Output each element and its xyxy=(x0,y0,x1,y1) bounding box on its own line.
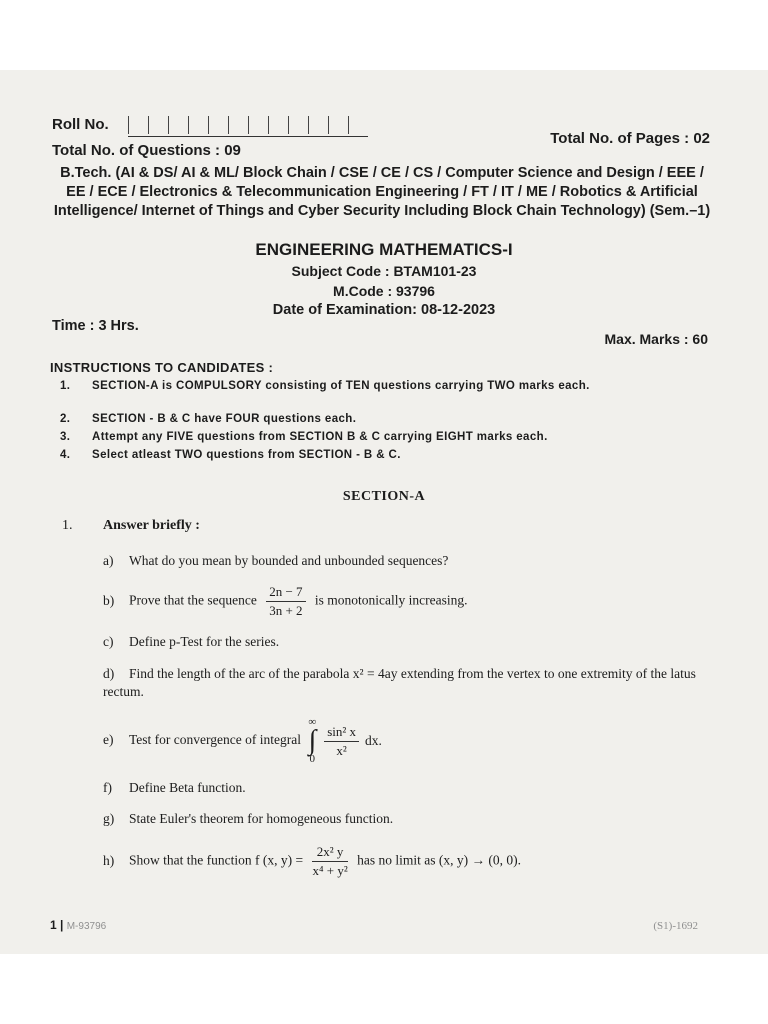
total-pages: Total No. of Pages : 02 xyxy=(550,130,710,147)
question-part-h xyxy=(103,843,713,880)
part-text: Define Beta function. xyxy=(129,780,246,795)
instruction-item xyxy=(60,449,710,462)
part-label: e) xyxy=(103,732,114,748)
part-text: Find the length of the arc of the parabola x² = 4ay extending from the vertex to one extremity of the latus rectum. xyxy=(103,666,696,699)
question-part-f xyxy=(103,779,713,797)
part-text-end: has no limit as (x, y) → (0, 0). xyxy=(357,852,521,868)
m-code: M.Code : 93796 xyxy=(333,283,435,299)
page-footer-left xyxy=(50,918,106,932)
fraction-numerator: sin² x xyxy=(324,723,359,742)
fraction xyxy=(324,723,359,760)
instruction-item xyxy=(60,380,710,393)
part-label: d) xyxy=(103,666,115,681)
max-marks: Max. Marks : 60 xyxy=(604,331,708,347)
question-lead: Answer briefly : xyxy=(103,518,200,533)
section-a-title: SECTION-A xyxy=(342,489,426,504)
fraction-numerator: 2n − 7 xyxy=(266,583,305,602)
footer-code-right: (S1)-1692 xyxy=(653,920,698,932)
part-label: c) xyxy=(103,634,114,649)
fraction xyxy=(266,583,305,620)
part-label: f) xyxy=(103,780,112,795)
integral-sign: ∞ ∫ 0 xyxy=(308,716,317,765)
subject-title: ENGINEERING MATHEMATICS-I xyxy=(255,240,513,259)
exam-date: Date of Examination: 08-12-2023 xyxy=(272,302,496,318)
fraction xyxy=(312,843,347,880)
part-text: Test for convergence of integral xyxy=(129,732,301,748)
fraction-denominator: 3n + 2 xyxy=(269,603,303,618)
program-list: B.Tech. (AI & DS/ AI & ML/ Block Chain / CSE / CE / CS / Computer Science and Design / EEE / EE / ECE / Electronics & Telecommunication Engineering / FT / IT / ME / Robotics & Artificial Intelligence/ Internet of Things and Cyber Security Including Block Chain Technology) (Sem.–1) xyxy=(53,165,711,219)
fraction-numerator: 2x² y xyxy=(312,843,347,862)
instruction-text: Select atleast TWO questions from SECTION - B & C. xyxy=(92,449,401,461)
total-questions: Total No. of Questions : 09 xyxy=(52,142,241,159)
question-part-c xyxy=(103,633,713,651)
question-part-b xyxy=(103,583,713,620)
part-label: b) xyxy=(103,592,115,608)
integral-lower-limit: 0 xyxy=(309,753,316,765)
question-part-e xyxy=(103,717,713,765)
part-text: Prove that the sequence xyxy=(129,592,257,608)
question-part-g xyxy=(103,810,713,828)
fraction-denominator: x⁴ + y² xyxy=(312,863,348,878)
integral-upper-limit: ∞ xyxy=(308,716,317,728)
roll-no-label: Roll No. xyxy=(52,116,109,133)
instruction-num: 2. xyxy=(60,413,71,425)
instruction-item xyxy=(60,431,710,444)
page-number: 1 | xyxy=(50,918,64,932)
part-label: a) xyxy=(103,553,114,568)
part-text: Show that the function f (x, y) = xyxy=(129,852,304,868)
part-label: h) xyxy=(103,852,115,868)
part-text-end: is monotonically increasing. xyxy=(314,592,468,608)
part-text: Define p-Test for the series. xyxy=(129,634,280,649)
part-label: g) xyxy=(103,811,115,826)
instruction-text: Attempt any FIVE questions from SECTION B & C carrying EIGHT marks each. xyxy=(92,431,548,443)
part-text: State Euler's theorem for homogeneous function. xyxy=(129,811,394,826)
instructions-heading: INSTRUCTIONS TO CANDIDATES : xyxy=(50,360,274,375)
roll-no-boxes xyxy=(128,116,368,137)
exam-time: Time : 3 Hrs. xyxy=(52,318,139,334)
instruction-text: SECTION-A is COMPULSORY consisting of TEN questions carrying TWO marks each. xyxy=(92,380,590,392)
fraction-denominator: x² xyxy=(336,742,347,758)
part-text: What do you mean by bounded and unbounded sequences? xyxy=(129,553,449,568)
instruction-num: 3. xyxy=(60,431,71,443)
integral-dx: dx. xyxy=(365,733,382,748)
integral-expression xyxy=(308,717,382,765)
instruction-num: 4. xyxy=(60,449,71,461)
question-part-d xyxy=(103,665,713,701)
instruction-item xyxy=(60,413,710,426)
instruction-num: 1. xyxy=(60,380,71,392)
instruction-text: SECTION - B & C have FOUR questions each. xyxy=(92,413,357,425)
footer-code-left: M-93796 xyxy=(66,921,107,932)
question-number: 1. xyxy=(62,518,73,533)
question-part-a xyxy=(103,552,713,570)
subject-code: Subject Code : BTAM101-23 xyxy=(291,263,477,279)
